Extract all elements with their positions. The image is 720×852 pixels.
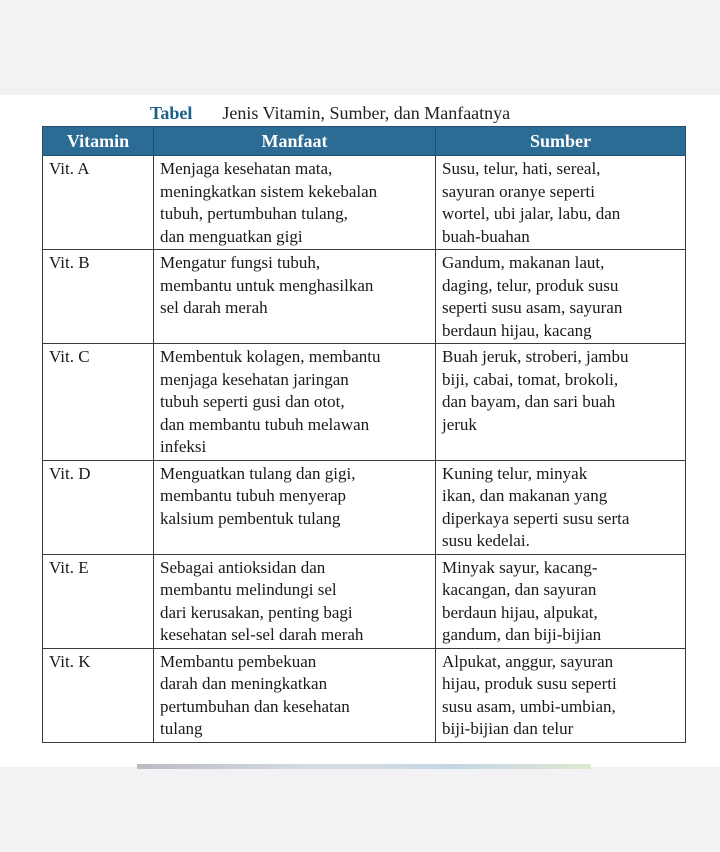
manfaat-line: tulang xyxy=(160,719,203,738)
table-row xyxy=(43,344,686,461)
manfaat-line: dan menguatkan gigi xyxy=(160,226,303,246)
manfaat-line: menjaga kesehatan jaringan xyxy=(160,369,349,389)
table-header-row xyxy=(43,127,686,156)
sumber-cell xyxy=(436,554,686,648)
manfaat-line: dari kerusakan, penting bagi xyxy=(160,602,353,622)
manfaat-cell xyxy=(154,460,436,554)
vitamin-cell: Vit. B xyxy=(43,250,154,344)
manfaat-line: sel darah merah xyxy=(160,298,268,317)
manfaat-line: Menguatkan tulang dan gigi, xyxy=(160,463,356,483)
sumber-line: dan bayam, dan sari buah xyxy=(442,392,616,411)
manfaat-line: meningkatkan sistem kekebalan xyxy=(160,181,378,201)
table-body xyxy=(43,156,686,743)
sumber-line: Buah jeruk, stroberi, jambu xyxy=(442,347,629,366)
table-row xyxy=(43,156,686,250)
manfaat-line: membantu melindungi sel xyxy=(160,580,337,599)
sumber-line: Kuning telur, minyak xyxy=(442,463,588,483)
manfaat-line: kalsium pembentuk tulang xyxy=(160,508,341,528)
vitamin-cell: Vit. D xyxy=(43,460,154,554)
header-vitamin: Vitamin xyxy=(43,127,154,156)
vitamin-cell: Vit. K xyxy=(43,648,154,742)
manfaat-line: Membantu pembekuan xyxy=(160,651,317,671)
sumber-line: susu asam, umbi-umbian, xyxy=(442,696,616,716)
table-caption xyxy=(150,103,510,124)
bottom-image-strip xyxy=(137,764,591,769)
sumber-line: kacangan, dan sayuran xyxy=(442,580,597,599)
caption-title: Jenis Vitamin, Sumber, dan Manfaatnya xyxy=(222,103,511,123)
sumber-line: diperkaya seperti susu serta xyxy=(442,508,630,528)
manfaat-line: Mengatur fungsi tubuh, xyxy=(160,253,321,272)
sumber-line: biji, cabai, tomat, brokoli, xyxy=(442,369,619,389)
vitamin-cell: Vit. E xyxy=(43,554,154,648)
manfaat-cell xyxy=(154,648,436,742)
sumber-line: berdaun hijau, kacang xyxy=(442,320,592,340)
manfaat-cell xyxy=(154,344,436,461)
sumber-line: Gandum, makanan laut, xyxy=(442,253,605,272)
manfaat-cell xyxy=(154,554,436,648)
sumber-line: Susu, telur, hati, sereal, xyxy=(442,159,601,178)
table-row xyxy=(43,554,686,648)
manfaat-line: membantu untuk menghasilkan xyxy=(160,275,374,295)
sumber-cell xyxy=(436,648,686,742)
sumber-line: Minyak sayur, kacang- xyxy=(442,557,598,577)
manfaat-cell xyxy=(154,250,436,344)
vitamin-table xyxy=(42,126,686,743)
manfaat-cell xyxy=(154,156,436,250)
sumber-line: daging, telur, produk susu xyxy=(442,275,619,295)
manfaat-line: kesehatan sel-sel darah merah xyxy=(160,625,364,644)
header-sumber: Sumber xyxy=(436,127,686,156)
sumber-line: gandum, dan biji-bijian xyxy=(442,625,602,644)
table-row xyxy=(43,648,686,742)
manfaat-line: pertumbuhan dan kesehatan xyxy=(160,696,350,716)
sumber-line: seperti susu asam, sayuran xyxy=(442,298,623,317)
sumber-line: wortel, ubi jalar, labu, dan xyxy=(442,204,621,223)
manfaat-line: Sebagai antioksidan dan xyxy=(160,557,326,577)
manfaat-line: tubuh seperti gusi dan otot, xyxy=(160,392,345,411)
vitamin-cell: Vit. A xyxy=(43,156,154,250)
sumber-line: jeruk xyxy=(442,414,477,434)
table-row xyxy=(43,460,686,554)
manfaat-line: infeksi xyxy=(160,437,207,456)
sumber-cell xyxy=(436,344,686,461)
sumber-line: biji-bijian dan telur xyxy=(442,719,574,738)
vitamin-cell: Vit. C xyxy=(43,344,154,461)
sumber-line: sayuran oranye seperti xyxy=(442,181,595,201)
sumber-line: ikan, dan makanan yang xyxy=(442,486,608,505)
sumber-cell xyxy=(436,156,686,250)
sumber-line: hijau, produk susu seperti xyxy=(442,674,617,693)
manfaat-line: Membentuk kolagen, membantu xyxy=(160,347,381,366)
manfaat-line: Menjaga kesehatan mata, xyxy=(160,159,333,178)
sumber-cell xyxy=(436,460,686,554)
sumber-line: berdaun hijau, alpukat, xyxy=(442,602,598,622)
sumber-cell xyxy=(436,250,686,344)
manfaat-line: tubuh, pertumbuhan tulang, xyxy=(160,204,348,223)
sumber-line: susu kedelai. xyxy=(442,531,530,550)
manfaat-line: dan membantu tubuh melawan xyxy=(160,414,370,434)
table-row xyxy=(43,250,686,344)
header-manfaat: Manfaat xyxy=(154,127,436,156)
caption-label: Tabel xyxy=(150,103,193,123)
manfaat-line: darah dan meningkatkan xyxy=(160,674,328,693)
manfaat-line: membantu tubuh menyerap xyxy=(160,486,347,505)
sumber-line: buah-buahan xyxy=(442,226,530,246)
sumber-line: Alpukat, anggur, sayuran xyxy=(442,651,614,671)
